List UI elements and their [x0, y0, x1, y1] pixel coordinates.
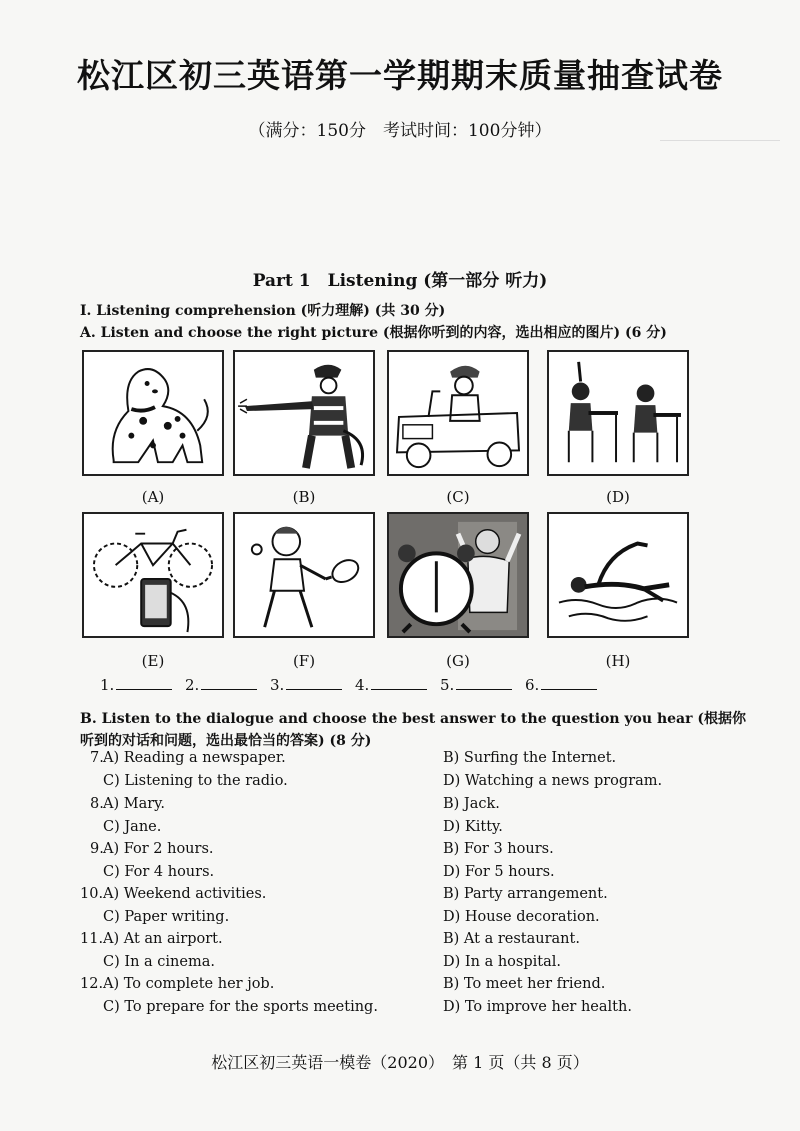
picture-e-label: (E): [141, 652, 165, 670]
option-d: D) Watching a news program.: [443, 773, 663, 789]
option-c: C) Jane.: [103, 819, 162, 835]
option-d: D) For 5 hours.: [443, 864, 555, 880]
question-number: 7.: [90, 750, 104, 766]
option-d: D) To improve her health.: [443, 999, 632, 1015]
option-c: C) In a cinema.: [103, 954, 215, 970]
option-d: D) House decoration.: [443, 909, 600, 925]
picture-c: [387, 350, 529, 476]
answer-blank[interactable]: [440, 675, 525, 694]
page-footer: 松江区初三英语一模卷（2020） 第 1 页（共 8 页）: [211, 1053, 589, 1072]
option-c: C) For 4 hours.: [103, 864, 215, 880]
picture-c-label: (C): [446, 488, 470, 506]
answer-blank[interactable]: [185, 675, 270, 694]
option-b: B) Surfing the Internet.: [443, 750, 617, 766]
answer-blank[interactable]: [355, 675, 440, 694]
question-number: 12.: [80, 976, 104, 992]
option-d: D) Kitty.: [443, 819, 503, 835]
answer-blanks: [100, 675, 660, 694]
option-b: B) At a restaurant.: [443, 931, 580, 947]
answer-blank[interactable]: [100, 675, 185, 694]
part-title: Part 1 Listening (第一部分 听力): [252, 271, 548, 291]
bleed-through-text: [660, 140, 780, 261]
option-d: D) In a hospital.: [443, 954, 561, 970]
section-a-title: A. Listen and choose the right picture (根据你听到的内容，选出相应的图片) (6 分): [80, 325, 667, 341]
swimmer-icon: [549, 514, 687, 636]
blank-number: 2.: [185, 676, 200, 694]
tennis-player-icon: [235, 514, 373, 636]
alarm-clock-icon: [389, 514, 527, 636]
blank-number: 4.: [355, 676, 370, 694]
option-a: A) At an airport.: [103, 931, 223, 947]
blank-number: 5.: [440, 676, 455, 694]
dog-icon: [84, 352, 222, 474]
picture-a: [82, 350, 224, 476]
question-number: 8.: [90, 796, 104, 812]
picture-b: [233, 350, 375, 476]
option-c: C) Listening to the radio.: [103, 773, 288, 789]
picture-d-label: (D): [606, 488, 630, 506]
picture-g: [387, 512, 529, 638]
option-a: A) To complete her job.: [103, 976, 275, 992]
picture-g-label: (G): [446, 652, 470, 670]
picture-a-label: (A): [141, 488, 165, 506]
picture-h: [547, 512, 689, 638]
answer-blank[interactable]: [270, 675, 355, 694]
section-title: I. Listening comprehension (听力理解) (共 30 分): [80, 303, 446, 319]
option-a: A) Reading a newspaper.: [103, 750, 286, 766]
question-number: 11.: [80, 931, 104, 947]
classroom-icon: [549, 352, 687, 474]
picture-f-label: (F): [292, 652, 316, 670]
section-b-title: B. Listen to the dialogue and choose the best answer to the question you hear (根据你听到的对话和问题，选出最恰当的答案) (8 分): [80, 711, 746, 749]
picture-e: [82, 512, 224, 638]
blank-number: 3.: [270, 676, 285, 694]
picture-h-label: (H): [605, 652, 631, 670]
exam-info: （满分：150分 考试时间：100分钟）: [248, 121, 552, 141]
picture-f: [233, 512, 375, 638]
question-number: 9.: [90, 841, 104, 857]
option-a: A) Weekend activities.: [103, 886, 267, 902]
blank-number: 6.: [525, 676, 540, 694]
firefighter-icon: [235, 352, 373, 474]
question-number: 10.: [80, 886, 104, 902]
answer-blank[interactable]: [525, 675, 610, 694]
page-title: 松江区初三英语第一学期期末质量抽查试卷: [77, 56, 723, 95]
blank-number: 1.: [100, 676, 115, 694]
picture-b-label: (B): [292, 488, 316, 506]
bicycle-phone-icon: [84, 514, 222, 636]
option-a: A) For 2 hours.: [103, 841, 214, 857]
picture-d: [547, 350, 689, 476]
option-b: B) Jack.: [443, 796, 500, 812]
option-c: C) Paper writing.: [103, 909, 230, 925]
option-c: C) To prepare for the sports meeting.: [103, 999, 378, 1015]
option-b: B) To meet her friend.: [443, 976, 606, 992]
option-a: A) Mary.: [103, 796, 166, 812]
option-b: B) Party arrangement.: [443, 886, 608, 902]
option-b: B) For 3 hours.: [443, 841, 554, 857]
jeep-icon: [389, 352, 527, 474]
